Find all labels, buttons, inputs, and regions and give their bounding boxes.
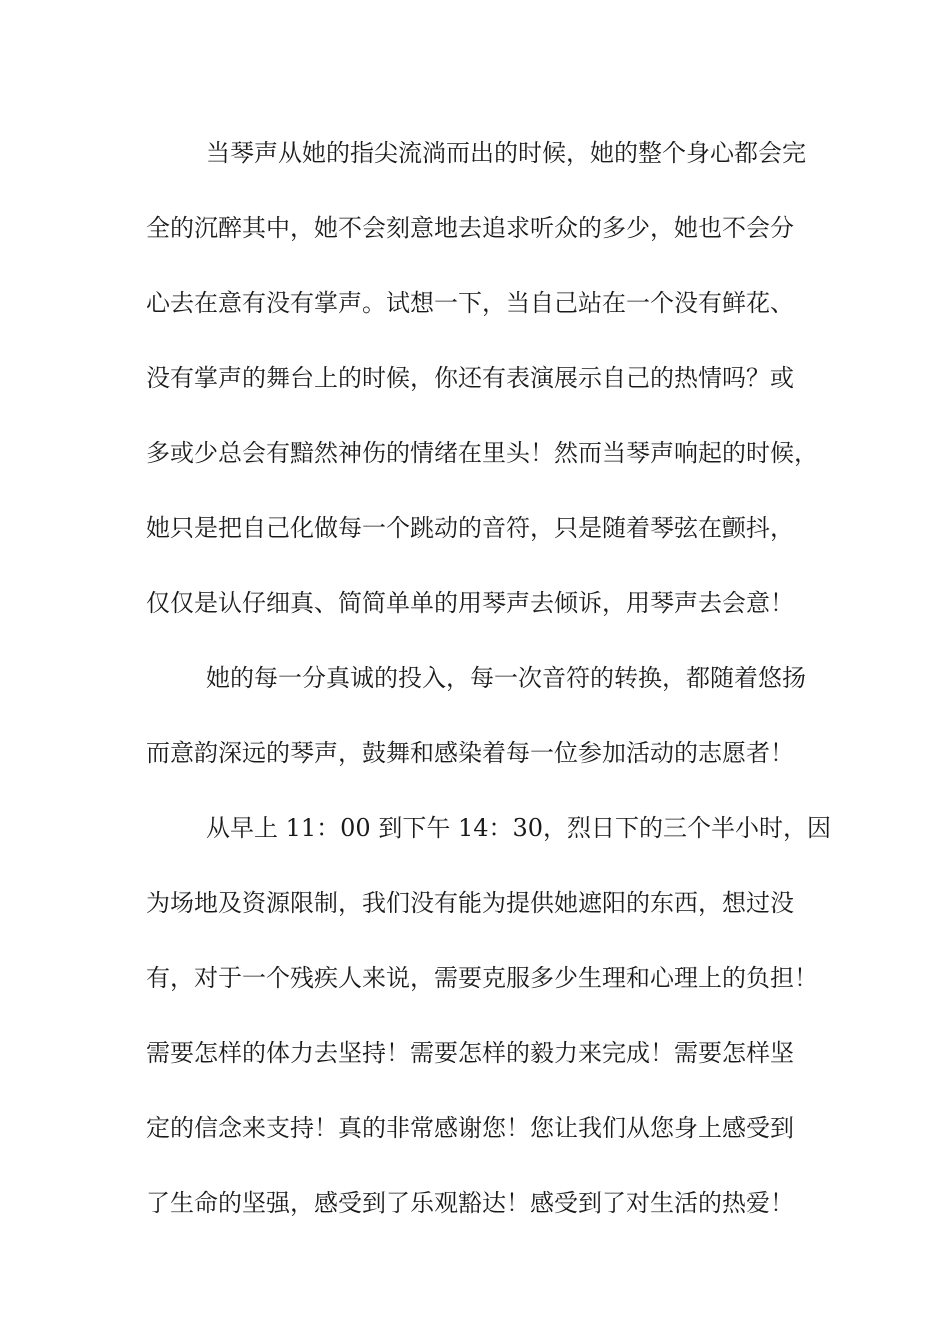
paragraph-2-line-1: 她的每一分真诚的投入，每一次音符的转换，都随着悠扬 [206, 664, 806, 692]
paragraph-3-line-3: 有，对于一个残疾人来说，需要克服多少生理和心理上的负担！ [146, 964, 818, 992]
paragraph-1-line-6: 她只是把自己化做每一个跳动的音符，只是随着琴弦在颤抖， [146, 514, 794, 542]
paragraph-3-line-6: 了生命的坚强，感受到了乐观豁达！感受到了对生活的热爱！ [146, 1189, 794, 1217]
paragraph-1-line-3: 心去在意有没有掌声。试想一下，当自己站在一个没有鲜花、 [146, 289, 794, 317]
paragraph-1-line-4: 没有掌声的舞台上的时候，你还有表演展示自己的热情吗？或 [146, 364, 794, 392]
paragraph-3-line-2: 为场地及资源限制，我们没有能为提供她遮阳的东西，想过没 [146, 889, 794, 917]
paragraph-1-line-2: 全的沉醉其中，她不会刻意地去追求听众的多少，她也不会分 [146, 214, 794, 242]
paragraph-3-line-1: 从早上 11：00 到下午 14：30，烈日下的三个半小时，因 [206, 814, 832, 842]
paragraph-3-line-5: 定的信念来支持！真的非常感谢您！您让我们从您身上感受到 [146, 1114, 794, 1142]
paragraph-1-line-5: 多或少总会有黯然神伤的情绪在里头！然而当琴声响起的时候， [146, 439, 818, 467]
paragraph-1-line-7: 仅仅是认仔细真、简简单单的用琴声去倾诉，用琴声去会意！ [146, 589, 794, 617]
paragraph-2-line-2: 而意韵深远的琴声，鼓舞和感染着每一位参加活动的志愿者！ [146, 739, 794, 767]
document-body [146, 133, 832, 1258]
paragraph-1-line-1: 当琴声从她的指尖流淌而出的时候，她的整个身心都会完 [206, 139, 806, 167]
paragraph-3-line-4: 需要怎样的体力去坚持！需要怎样的毅力来完成！需要怎样坚 [146, 1039, 794, 1067]
